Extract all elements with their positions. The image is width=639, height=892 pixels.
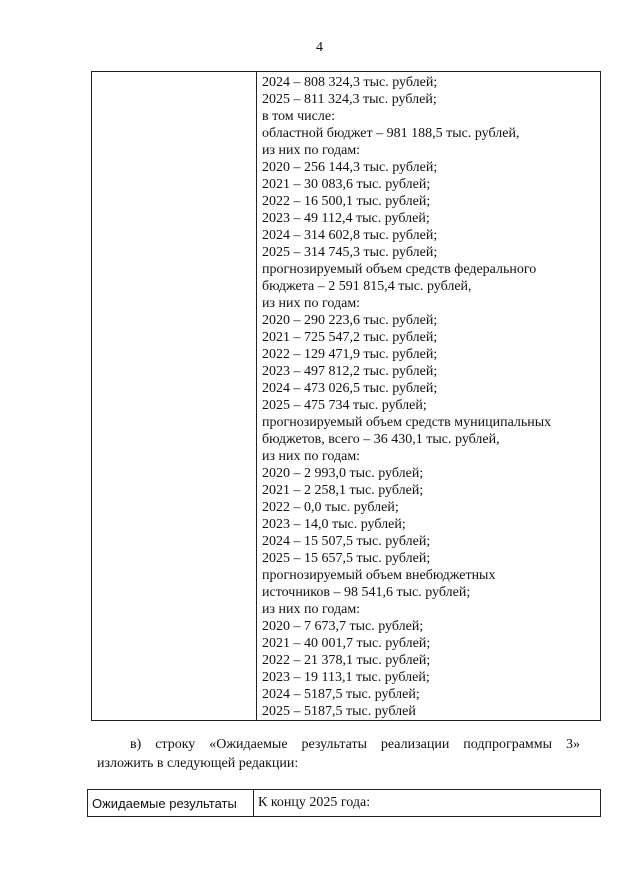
budget-line: 2022 – 16 500,1 тыс. рублей; (262, 194, 431, 209)
budget-line: 2022 – 129 471,9 тыс. рублей; (262, 347, 438, 362)
budget-line: 2021 – 30 083,6 тыс. рублей; (262, 177, 431, 192)
budget-line: 2023 – 49 112,4 тыс. рублей; (262, 211, 430, 226)
instruction-line: изложить в следующей редакции: (97, 756, 299, 771)
budget-line: из них по годам: (262, 296, 361, 311)
budget-line: 2024 – 15 507,5 тыс. рублей; (262, 534, 431, 549)
budget-line: бюджета – 2 591 815,4 тыс. рублей, (262, 279, 472, 294)
budget-line: 2023 – 14,0 тыс. рублей; (262, 517, 406, 532)
instruction-line: в) строку «Ожидаемые результаты реализации подпрограммы 3» (130, 737, 580, 752)
budget-line: 2020 – 290 223,6 тыс. рублей; (262, 313, 438, 328)
budget-line: прогнозируемый объем внебюджетных (262, 568, 496, 583)
page-number: 4 (316, 40, 323, 55)
budget-line: 2024 – 5187,5 тыс. рублей; (262, 687, 420, 702)
budget-table (91, 71, 601, 721)
results-label-cell: Ожидаемые результаты (88, 790, 254, 817)
budget-line: из них по годам: (262, 449, 361, 464)
budget-label-cell (92, 72, 257, 721)
budget-line: 2021 – 725 547,2 тыс. рублей; (262, 330, 438, 345)
budget-line: 2023 – 497 812,2 тыс. рублей; (262, 364, 438, 379)
results-row (88, 790, 601, 817)
budget-line: 2020 – 2 993,0 тыс. рублей; (262, 466, 424, 481)
budget-line: 2025 – 5187,5 тыс. рублей (262, 704, 416, 719)
budget-line: из них по годам: (262, 143, 361, 158)
budget-line: 2022 – 21 378,1 тыс. рублей; (262, 653, 431, 668)
budget-line: из них по годам: (262, 602, 361, 617)
budget-line: прогнозируемый объем средств федерального (262, 262, 537, 277)
budget-line: 2024 – 314 602,8 тыс. рублей; (262, 228, 438, 243)
budget-line: 2024 – 473 026,5 тыс. рублей; (262, 381, 438, 396)
instruction-paragraph (97, 735, 580, 773)
budget-line: 2020 – 256 144,3 тыс. рублей; (262, 160, 438, 175)
results-table (87, 789, 601, 817)
budget-line: 2023 – 19 113,1 тыс. рублей; (262, 670, 430, 685)
budget-row (92, 72, 601, 721)
budget-line: 2021 – 40 001,7 тыс. рублей; (262, 636, 431, 651)
budget-line: 2021 – 2 258,1 тыс. рублей; (262, 483, 424, 498)
budget-line: 2025 – 15 657,5 тыс. рублей; (262, 551, 431, 566)
budget-line: прогнозируемый объем средств муниципальных (262, 415, 552, 430)
budget-line: областной бюджет – 981 188,5 тыс. рублей, (262, 126, 520, 141)
results-value-cell: К концу 2025 года: (254, 790, 601, 817)
budget-line: в том числе: (262, 109, 335, 124)
budget-line: источников – 98 541,6 тыс. рублей; (262, 585, 471, 600)
budget-values-cell (257, 72, 601, 721)
budget-line: 2022 – 0,0 тыс. рублей; (262, 500, 399, 515)
budget-line: 2020 – 7 673,7 тыс. рублей; (262, 619, 424, 634)
budget-line: 2025 – 811 324,3 тыс. рублей; (262, 92, 437, 107)
budget-line: бюджетов, всего – 36 430,1 тыс. рублей, (262, 432, 500, 447)
budget-line: 2025 – 475 734 тыс. рублей; (262, 398, 427, 413)
budget-line: 2025 – 314 745,3 тыс. рублей; (262, 245, 438, 260)
budget-line: 2024 – 808 324,3 тыс. рублей; (262, 75, 438, 90)
